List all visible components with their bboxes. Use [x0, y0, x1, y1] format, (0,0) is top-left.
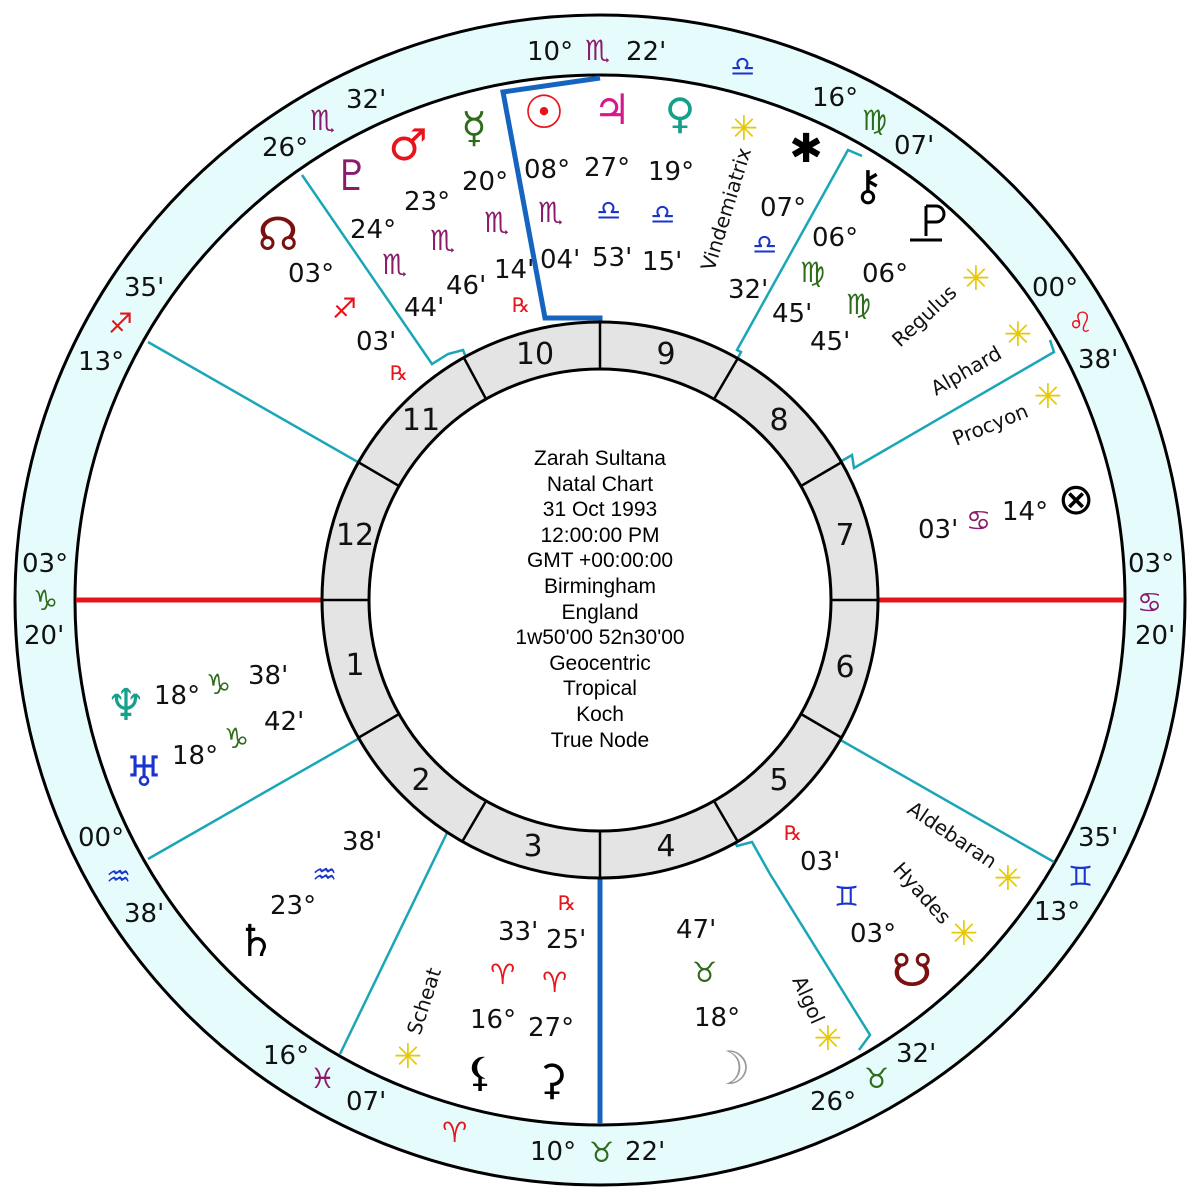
lilith-minute: 33' [498, 917, 539, 947]
cusp11-degree: 26° [262, 133, 309, 163]
fixed-star-icon: ✳ [813, 1019, 843, 1059]
moon-icon: ☽ [709, 1041, 751, 1095]
chart-type: Natal Chart [546, 472, 654, 496]
birth-country: England [561, 600, 639, 624]
part-of-fortune-icon: ⊗ [1057, 474, 1095, 525]
jupiter-minute: 53' [592, 243, 633, 273]
cancer-icon: ♋ [966, 504, 992, 537]
cusp2-degree: 00° [78, 823, 125, 853]
chiron-minute: 45' [772, 299, 813, 329]
asc-degree: 03° [22, 549, 69, 579]
retrograde-icon: ℞ [784, 821, 802, 845]
fortune-minute: 03' [918, 515, 959, 545]
mc-minute: 22' [626, 37, 667, 67]
star-scheat-label: Scheat [401, 964, 447, 1038]
cancer-icon: ♋ [1137, 586, 1163, 619]
fixed-star-icon: ✳ [1003, 315, 1033, 355]
libra-icon: ♎ [650, 198, 676, 231]
star-vindemiatrix-label: Vindemiatrix [695, 144, 756, 274]
fixed-star-icon: ✳ [1033, 377, 1063, 417]
cusp9-degree: 16° [812, 83, 859, 113]
star-regulus-label: Regulus [887, 280, 962, 352]
south-node-degree: 03° [850, 919, 897, 949]
chiron-icon: ⚷ [852, 161, 884, 210]
cusp12-minute: 35' [124, 273, 165, 303]
north-node-icon: ☊ [257, 207, 299, 261]
aquarius-icon: ♒ [312, 858, 338, 891]
venus-icon: ♀ [664, 89, 696, 138]
mercury-minute: 14' [494, 255, 535, 285]
fixed-star-icon: ✳ [729, 109, 759, 149]
scorpio-icon: ♏ [430, 224, 456, 257]
timezone: GMT +00:00:00 [526, 549, 674, 573]
aries-icon: ♈ [442, 1116, 468, 1149]
house-number-12: 12 [335, 518, 375, 553]
house-number-7: 7 [835, 518, 855, 553]
lilith-icon: ⚸ [465, 1050, 495, 1096]
juno-degree: 06° [862, 259, 909, 289]
star-aldebaran-label: Aldebaran [903, 796, 1002, 874]
venus-degree: 19° [648, 157, 695, 187]
cusp9-minute: 07' [894, 131, 935, 161]
north-node-degree: 03° [288, 259, 335, 289]
sun-icon: ☉ [523, 85, 565, 139]
node-type: True Node [550, 728, 650, 752]
saturn-icon: ♄ [236, 916, 276, 967]
person-name: Zarah Sultana [534, 447, 666, 470]
scorpio-icon: ♏ [382, 248, 408, 281]
chiron-degree: 06° [812, 223, 859, 253]
virgo-icon: ♍ [846, 288, 872, 321]
mars-icon: ♂ [388, 120, 428, 171]
dsc-minute: 20' [1135, 621, 1176, 651]
fixed-star-icon: ✳ [961, 259, 991, 299]
scorpio-icon: ♏ [484, 206, 510, 239]
south-node-minute: 03' [800, 847, 841, 877]
perspective: Geocentric [549, 651, 651, 675]
neptune-icon: ♆ [106, 680, 146, 731]
retrograde-icon: ℞ [512, 293, 530, 317]
retrograde-icon: ℞ [390, 361, 408, 385]
uranus-minute: 42' [264, 707, 305, 737]
birth-date: 31 Oct 1993 [542, 498, 658, 522]
saturn-minute: 38' [342, 827, 383, 857]
virgo-icon: ♍ [800, 256, 826, 289]
fixed-star-icon: ✳ [993, 859, 1023, 899]
south-node-icon: ☋ [891, 943, 933, 997]
mars-minute: 46' [446, 271, 487, 301]
birth-city: Birmingham [543, 574, 657, 598]
libra-icon: ♎ [596, 194, 622, 227]
cusp5-minute: 32' [896, 1039, 937, 1069]
pluto-icon: ♇ [333, 151, 371, 200]
cusp12-degree: 13° [78, 347, 125, 377]
cusp8-minute: 38' [1078, 345, 1119, 375]
pluto-degree: 24° [350, 215, 397, 245]
fixed-star-icon: ✳ [393, 1037, 423, 1077]
scorpio-icon: ♏ [310, 104, 336, 137]
gemini-icon: ♊ [1068, 860, 1094, 893]
pisces-icon: ♓ [310, 1062, 336, 1095]
capricorn-icon: ♑ [224, 722, 250, 755]
cusp3-degree: 16° [263, 1041, 310, 1071]
fixed-star-icon: ✳ [949, 914, 979, 954]
lilith-degree: 16° [470, 1005, 517, 1035]
scorpio-icon: ♏ [585, 34, 611, 67]
north-node-minute: 03' [356, 327, 397, 357]
ic-degree: 10° [530, 1137, 577, 1167]
moon-degree: 18° [694, 1003, 741, 1033]
vertex-icon: ✱ [789, 126, 823, 172]
taurus-icon: ♉ [692, 956, 718, 989]
juno-minute: 45' [810, 327, 851, 357]
house-number-6: 6 [835, 650, 855, 685]
aries-icon: ♈ [490, 958, 516, 991]
cusp6-minute: 35' [1078, 823, 1119, 853]
capricorn-icon: ♑ [206, 668, 232, 701]
ic-minute: 22' [625, 1137, 666, 1167]
coordinates: 1w50'00 52n30'00 [515, 626, 685, 650]
uranus-icon: ♅ [125, 747, 163, 796]
mc-degree: 10° [527, 37, 574, 67]
leo-icon: ♌ [1068, 306, 1094, 339]
scorpio-icon: ♏ [538, 196, 564, 229]
mercury-degree: 20° [462, 167, 509, 197]
house-number-1: 1 [345, 648, 365, 683]
house-number-2: 2 [411, 763, 431, 798]
house-number-9: 9 [656, 337, 676, 372]
star-procyon-label: Procyon [948, 398, 1032, 451]
ceres-degree: 27° [528, 1013, 575, 1043]
ceres-minute: 25' [546, 925, 587, 955]
virgo-icon: ♍ [862, 104, 888, 137]
neptune-minute: 38' [248, 661, 289, 691]
house-number-5: 5 [769, 763, 789, 798]
sagittarius-icon: ♐ [332, 292, 358, 325]
venus-minute: 15' [642, 247, 683, 277]
cusp8-degree: 00° [1032, 273, 1079, 303]
zodiac-type: Tropical [563, 677, 637, 701]
house-number-8: 8 [769, 403, 789, 438]
vertex-degree: 07° [760, 193, 807, 223]
jupiter-icon: ♃ [593, 85, 631, 134]
capricorn-icon: ♑ [33, 584, 59, 617]
star-alphard-label: Alphard [926, 340, 1006, 401]
neptune-degree: 18° [154, 681, 201, 711]
sagittarius-icon: ♐ [108, 307, 134, 340]
cusp3-minute: 07' [346, 1087, 387, 1117]
aries-icon: ♈ [542, 966, 568, 999]
sun-degree: 08° [524, 155, 571, 185]
saturn-degree: 23° [270, 891, 317, 921]
fortune-degree: 14° [1002, 497, 1049, 527]
sun-minute: 04' [540, 245, 581, 275]
moon-minute: 47' [676, 915, 717, 945]
retrograde-icon: ℞ [558, 891, 576, 915]
mars-degree: 23° [404, 187, 451, 217]
house-number-10: 10 [515, 337, 555, 372]
jupiter-degree: 27° [584, 153, 631, 183]
cusp2-minute: 38' [124, 899, 165, 929]
uranus-degree: 18° [172, 741, 219, 771]
birth-time: 12:00:00 PM [540, 523, 660, 547]
house-number-3: 3 [523, 829, 543, 864]
gemini-icon: ♊ [834, 880, 860, 913]
cusp6-degree: 13° [1034, 897, 1081, 927]
aquarius-icon: ♒ [106, 860, 132, 893]
taurus-icon: ♉ [589, 1136, 615, 1169]
chart-info-panel [440, 446, 760, 753]
star-hyades-label: Hyades [888, 857, 957, 929]
pluto-minute: 44' [404, 293, 445, 323]
house-number-11: 11 [401, 403, 441, 438]
ceres-icon: ⚳ [536, 1055, 568, 1104]
house-system: Koch [576, 702, 624, 726]
house-number-4: 4 [656, 829, 676, 864]
star-algol-label: Algol [787, 972, 830, 1028]
asc-minute: 20' [24, 621, 65, 651]
cusp5-degree: 26° [810, 1087, 857, 1117]
mercury-icon: ☿ [461, 103, 487, 152]
cusp11-minute: 32' [346, 85, 387, 115]
libra-icon: ♎ [730, 50, 756, 83]
dsc-degree: 03° [1128, 549, 1175, 579]
vertex-minute: 32' [728, 275, 769, 305]
libra-icon: ♎ [752, 228, 778, 261]
taurus-icon: ♉ [864, 1062, 890, 1095]
